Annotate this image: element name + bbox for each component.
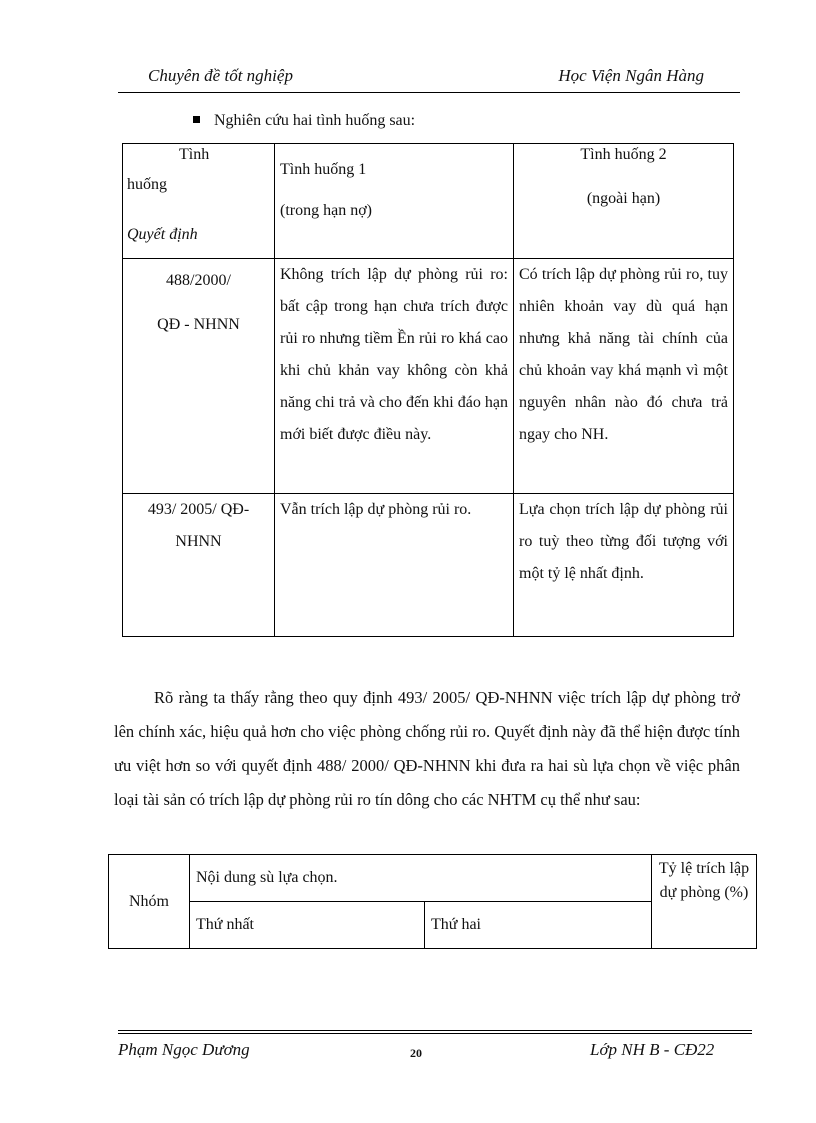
group-header: Nhóm <box>109 855 190 949</box>
header-institution: Học Viện Ngân Hàng <box>558 66 704 85</box>
page-header <box>118 64 740 93</box>
case1-cell: Không trích lập dự phòng rủi ro: bất cập trong hạn chưa trích được rủi ro nhưng tiềm Ền rủi ro khá cao khi chủ khản vay không còn khả năng chi trả và cho đến khi đáo hạn mới biết được điều này. <box>275 259 514 494</box>
decision-number-line1: 488/2000/ <box>166 272 231 289</box>
table-row <box>123 494 734 637</box>
decision-cell <box>123 494 275 637</box>
first-option-header: Thứ nhất <box>190 902 425 949</box>
header-case1-title: Tình huống 1 <box>280 161 367 178</box>
class-name: Lớp NH B - CĐ22 <box>590 1040 715 1059</box>
header-case2-title: Tình huống 2 <box>580 146 667 163</box>
page-footer <box>118 1030 752 1060</box>
case2-cell: Lựa chọn trích lập dự phòng rủi ro tuỳ theo từng đối tượng với một tỷ lệ nhất định. <box>514 494 734 637</box>
header-decision: Quyết định <box>127 226 198 243</box>
header-situation-line1: Tình <box>179 146 210 163</box>
header-situation-line2: huống <box>127 176 167 193</box>
bullet-text: Nghiên cứu hai tình huống sau: <box>214 112 416 129</box>
page-number: 20 <box>410 1046 422 1060</box>
decision-number-line2: NHNN <box>175 533 222 550</box>
rate-header: Tỷ lệ trích lập dự phòng (%) <box>652 855 757 949</box>
author-name: Phạm Ngọc Dương <box>118 1040 250 1059</box>
header-cell-case1 <box>275 144 514 259</box>
table-row <box>123 259 734 494</box>
footer-divider <box>118 1033 752 1034</box>
classification-table <box>108 854 757 949</box>
table-header-row <box>123 144 734 259</box>
decision-number-line1: 493/ 2005/ QĐ- <box>147 501 250 518</box>
footer-divider <box>118 1030 752 1031</box>
header-case2-sub: (ngoài hạn) <box>586 190 661 207</box>
bullet-square-icon <box>193 116 200 123</box>
table-header-row <box>109 855 757 902</box>
header-cell-situation <box>123 144 275 259</box>
content-header: Nội dung sù lựa chọn. <box>190 855 652 902</box>
decision-number-line2: QĐ - NHNN <box>157 316 240 333</box>
body-paragraph: Rõ ràng ta thấy rằng theo quy định 493/ 2005/ QĐ-NHNN việc trích lập dự phòng trở lên chính xác, hiệu quả hơn cho việc phòng chống rủi ro. Quyết định này đã thể hiện được tính ưu việt hơn so với quyết định 488/ 2000/ QĐ-NHNN khi đưa ra hai sù lựa chọn về việc phân loại tài sản có trích lập dự phòng rủi ro tín dông cho các NHTM cụ thể như sau: <box>114 687 740 809</box>
decision-cell <box>123 259 275 494</box>
bullet-item <box>193 112 415 130</box>
header-case1-sub: (trong hạn nợ) <box>280 202 372 219</box>
header-cell-case2 <box>514 144 734 259</box>
case1-cell: Vẫn trích lập dự phòng rủi ro. <box>275 494 514 637</box>
second-option-header: Thứ hai <box>425 902 652 949</box>
case2-cell: Có trích lập dự phòng rủi ro, tuy nhiên khoản vay dù quá hạn nhưng khả năng tài chính của chủ khoản vay khá mạnh vì một nguyên nhân nào đó chưa trả ngay cho NH. <box>514 259 734 494</box>
comparison-table <box>122 143 734 637</box>
header-thesis-title: Chuyên đề tốt nghiệp <box>148 66 293 85</box>
